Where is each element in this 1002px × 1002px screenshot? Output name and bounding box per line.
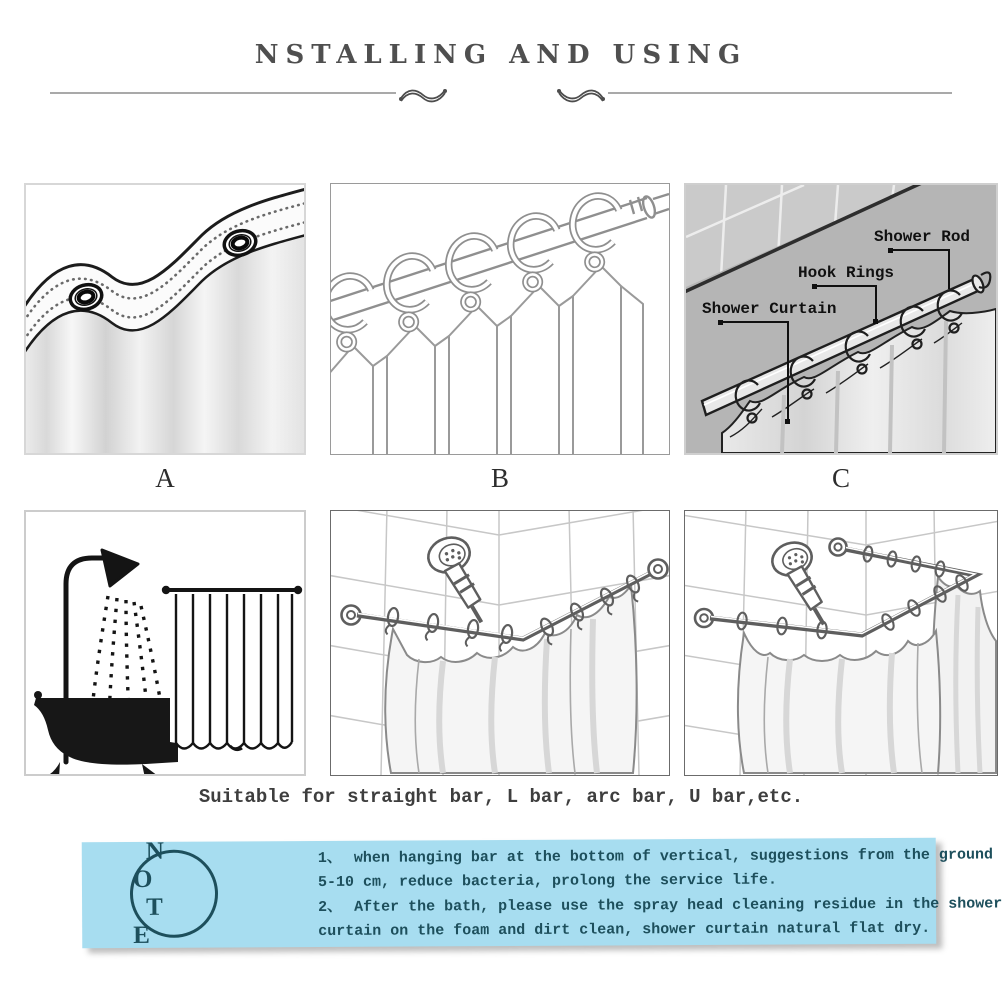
u-bar-illustration: [685, 511, 997, 775]
note-badge-line2: T E: [133, 893, 176, 949]
curtain-drawing: [162, 586, 302, 750]
suitability-caption: Suitable for straight bar, L bar, arc bar, U bar,etc.: [198, 786, 804, 808]
shower-head-icon: [768, 538, 833, 634]
labeled-rod-illustration: [686, 185, 996, 453]
curtain-fabric: [26, 189, 304, 453]
panel-label-b: B: [490, 463, 509, 493]
note-item-1-text: when hanging bar at the bottom of vertical, suggestions from the ground 5-10 cm, reduce bacteria, prolong the service life.: [317, 846, 993, 892]
bathtub-icon: [34, 691, 178, 774]
curtain-drawing: [738, 577, 996, 773]
curtain-drawing: [385, 585, 636, 773]
divider-line-right: [608, 92, 952, 94]
panel-label-c: C: [831, 463, 850, 493]
page-title: NSTALLING AND USING: [254, 40, 748, 70]
panel-u-bar: [684, 510, 998, 776]
panel-hooks-on-rod: [330, 183, 670, 455]
note-item-2-number: 2、: [318, 898, 343, 916]
divider-line-left: [50, 92, 396, 94]
shower-rod-label: Shower Rod: [874, 228, 971, 246]
panel-l-bar: [330, 510, 670, 776]
note-item-1: [318, 843, 1002, 895]
panel-bathtub-pictogram: [24, 510, 306, 776]
note-badge-line1: N O: [132, 837, 177, 893]
note-box: [82, 837, 1002, 949]
note-badge: [130, 837, 218, 949]
note-item-1-number: 1、: [317, 849, 342, 868]
shower-head-icon: [424, 532, 492, 632]
flourish-right-icon: [556, 83, 606, 105]
flourish-left-icon: [398, 83, 448, 105]
panel-label-a: A: [155, 463, 175, 493]
grommet-curtain-illustration: [26, 185, 304, 453]
hook-rod-illustration: [331, 184, 669, 454]
note-text: [318, 843, 1002, 945]
shower-head-icon: [102, 550, 138, 586]
hook-rings-label: Hook Rings: [798, 264, 895, 282]
note-item-2-text: After the bath, please use the spray head cleaning residue in the shower curtain on the foam and dirt clean, shower curtain natural flat dry.: [318, 895, 1002, 940]
curtain-pleats: [331, 266, 643, 454]
note-item-2: [318, 892, 1002, 944]
l-bar-illustration: [331, 511, 669, 775]
shower-curtain-label: Shower Curtain: [702, 300, 837, 318]
panel-labeled-diagram: [684, 183, 998, 455]
panel-grommet-detail: [24, 183, 306, 455]
bathtub-shower-illustration: [26, 512, 304, 774]
